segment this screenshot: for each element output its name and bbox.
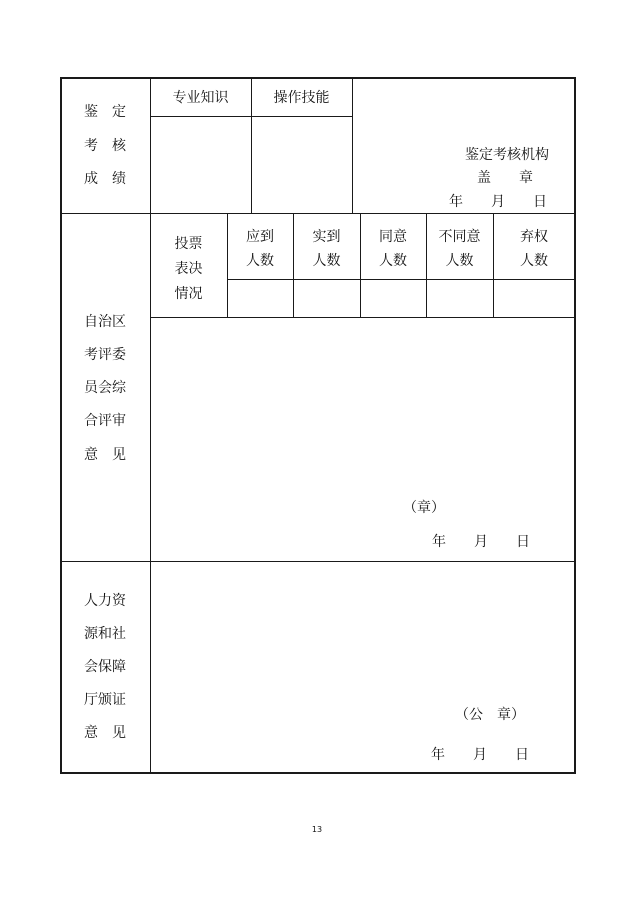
vote-header-divider [227,279,575,280]
assessment-seal-label: 盖 章 [477,170,533,186]
assessment-label-line-1: 鉴 定 [84,104,126,120]
professional-knowledge-header: 专业知识 [172,90,229,106]
table-bottom-border [60,772,576,774]
operation-skill-header: 操作技能 [273,90,330,106]
vote-block-bottom [150,317,575,318]
approve-count-header-line-1: 同意 [379,229,407,245]
assessment-date-label: 年 月 日 [449,194,547,210]
vote-label-line-1: 投票 [174,236,203,252]
expected-count-header-line-2: 人数 [246,253,274,269]
approve-count-header-line-2: 人数 [379,253,407,269]
committee-label-line-3: 员会综 [84,380,126,396]
present-count-header-line-2: 人数 [312,253,341,269]
assessment-org-label: 鉴定考核机构 [465,147,549,163]
score-col-divider-2 [352,77,353,213]
label-column-divider [150,77,151,773]
present-count-header-line-1: 实到 [312,229,341,245]
committee-label-line-1: 自治区 [84,314,126,330]
hrss-label-line-5: 意 见 [84,725,126,741]
hrss-label-line-1: 人力资 [84,593,126,609]
committee-label-line-4: 合评审 [84,413,126,429]
hrss-official-seal-label: （公 章） [455,707,525,723]
hrss-label-line-3: 会保障 [84,659,126,675]
abstain-count-header-line-2: 人数 [520,253,548,269]
table-top-border [60,77,576,79]
oppose-count-header-line-2: 人数 [445,253,474,269]
committee-label-line-2: 考评委 [84,347,126,363]
vote-label-line-2: 表决 [174,261,203,277]
section-divider-2 [60,561,576,562]
assessment-label-line-3: 成 绩 [84,171,126,187]
hrss-label-line-2: 源和社 [84,626,126,642]
committee-seal-label: （章） [403,500,445,516]
table-right-border [574,77,576,774]
section-divider-1 [60,213,576,214]
committee-date-label: 年 月 日 [432,534,530,550]
page-number: 13 [311,825,323,834]
hrss-date-label: 年 月 日 [431,747,529,763]
abstain-count-header-line-1: 弃权 [520,229,548,245]
hrss-label-line-4: 厅颁证 [84,692,126,708]
oppose-count-header-line-1: 不同意 [438,229,481,245]
expected-count-header-line-1: 应到 [246,229,274,245]
committee-label-line-5: 意 见 [84,447,126,463]
assessment-label-line-2: 考 核 [84,138,126,154]
vote-label-line-3: 情况 [174,286,203,302]
